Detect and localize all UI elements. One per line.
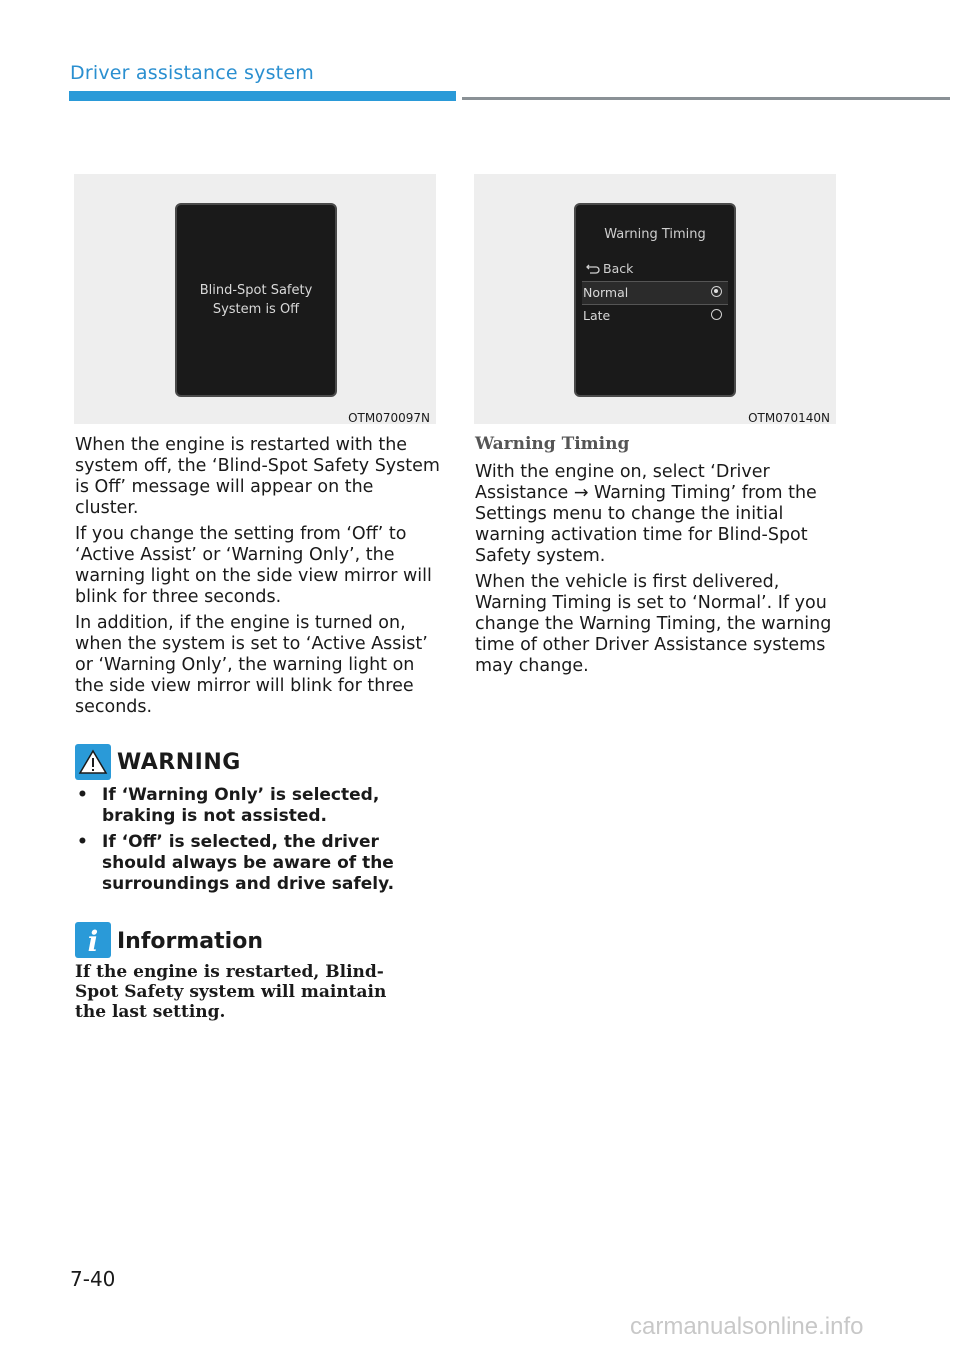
svg-text:i: i [87,925,99,958]
paragraph: With the engine on, select ‘Driver Assistance → Warning Timing’ from the Settings menu to change the initial warning activation time for Blind-Spot Safety system. [475,462,817,566]
cluster-message: Blind-Spot Safety System is Off [199,283,313,317]
figure-blind-spot-off [74,174,436,424]
section-title: Driver assistance system [70,62,314,84]
warning-bullet: • If ‘Warning Only’ is selected, braking is not assisted. [77,785,380,826]
information-text: If the engine is restarted, Blind-Spot Safety system will maintain the last setting. [75,962,387,1022]
paragraph: If you change the setting from ‘Off’ to ‘Active Assist’ or ‘Warning Only’, the warning light on the side view mirror will blink for three seconds. [75,524,432,607]
info-icon [75,922,111,958]
figure-warning-timing [474,174,836,424]
header-rule [462,97,950,100]
screen-title: Warning Timing [604,227,706,242]
information-title: Information [117,929,263,954]
warning-icon [75,744,111,780]
watermark: carmanualsonline.info [630,1313,864,1340]
page-number: 7-40 [70,1267,116,1291]
subheading: Warning Timing [475,434,630,454]
paragraph: In addition, if the engine is turned on, when the system is set to ‘Active Assist’ or ‘Warning Only’, the warning light on the side view mirror will blink for three seconds. [75,613,428,717]
figure-code: OTM070140N [748,411,830,425]
header-accent-bar [69,91,456,101]
back-arrow-icon [586,264,600,274]
warning-title: WARNING [117,750,241,775]
radio-empty-icon [711,309,722,320]
radio-selected-icon [711,286,722,297]
option-normal: Normal [582,281,728,304]
back-item: Back [586,261,633,276]
option-late: Late [582,304,728,327]
cluster-screen [175,203,337,397]
warning-bullet: • If ‘Off’ is selected, the driver should always be aware of the surroundings and drive safely. [77,832,395,894]
paragraph: When the engine is restarted with the system off, the ‘Blind-Spot Safety System is Off’ message will appear on the cluster. [75,435,440,518]
bullet-icon: • [77,832,88,852]
figure-code: OTM070097N [348,411,430,425]
paragraph: When the vehicle is first delivered, Warning Timing is set to ‘Normal’. If you change the Warning Timing, the warning time of other Driver Assistance systems may change. [475,572,832,676]
bullet-icon: • [77,785,88,805]
cluster-screen [574,203,736,397]
